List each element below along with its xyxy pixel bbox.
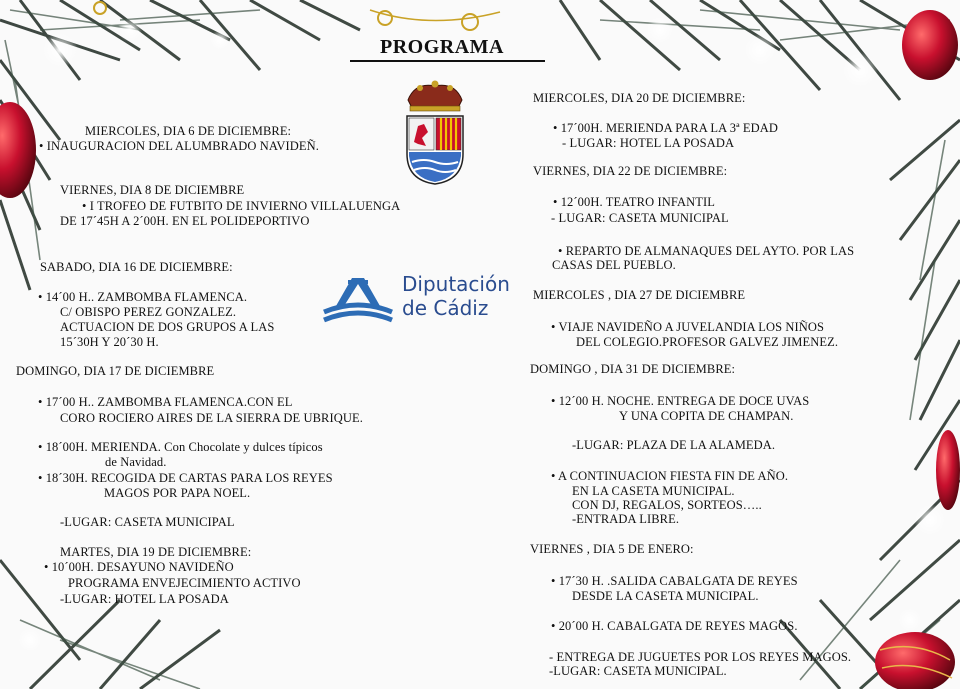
event-line: -ENTRADA LIBRE. xyxy=(572,512,680,526)
event-date-heading: DOMINGO , DIA 31 DE DICIEMBRE: xyxy=(530,362,736,376)
event-line: MAGOS POR PAPA NOEL. xyxy=(104,486,251,500)
event-date-heading: VIERNES, DIA 8 DE DICIEMBRE xyxy=(60,183,245,197)
diputacion-emblem-icon xyxy=(322,272,394,328)
event-line: DESDE LA CASETA MUNICIPAL. xyxy=(572,589,759,603)
event-line: • INAUGURACION DEL ALUMBRADO NAVIDEÑ. xyxy=(39,139,319,153)
event-line: • 17´00 H.. ZAMBOMBA FLAMENCA.CON EL xyxy=(38,395,293,409)
event-location: - LUGAR: CASETA MUNICIPAL xyxy=(551,211,729,225)
event-line: • VIAJE NAVIDEÑO A JUVELANDIA LOS NIÑOS xyxy=(551,320,825,334)
event-line: • REPARTO DE ALMANAQUES DEL AYTO. POR LAS xyxy=(558,244,855,258)
event-line: • 12´00 H. NOCHE. ENTREGA DE DOCE UVAS xyxy=(551,394,810,408)
event-line: • I TROFEO DE FUTBITO DE INVIERNO VILLALUENGA xyxy=(82,199,401,213)
event-line: Y UNA COPITA DE CHAMPAN. xyxy=(619,409,794,423)
event-date-heading: MIERCOLES, DIA 6 DE DICIEMBRE: xyxy=(85,124,292,138)
event-date-heading: MARTES, DIA 19 DE DICIEMBRE: xyxy=(60,545,252,559)
event-line: • 18´30H. RECOGIDA DE CARTAS PARA LOS REYES xyxy=(38,471,333,485)
page-title: PROGRAMA xyxy=(380,36,504,58)
event-location: -LUGAR: CASETA MUNICIPAL. xyxy=(549,664,727,678)
event-line: • 14´00 H.. ZAMBOMBA FLAMENCA. xyxy=(38,290,248,304)
diputacion-name: Diputación xyxy=(402,272,510,296)
event-line: • A CONTINUACION FIESTA FIN DE AÑO. xyxy=(551,469,789,483)
event-line: DE 17´45H A 2´00H. EN EL POLIDEPORTIVO xyxy=(60,214,310,228)
event-line: EN LA CASETA MUNICIPAL. xyxy=(572,484,735,498)
diputacion-province: de Cádiz xyxy=(402,296,489,320)
event-line: 15´30H Y 20´30 H. xyxy=(60,335,159,349)
event-date-heading: VIERNES, DIA 22 DE DICIEMBRE: xyxy=(533,164,728,178)
event-line: de Navidad. xyxy=(105,455,167,469)
event-line: • 10´00H. DESAYUNO NAVIDEÑO xyxy=(44,560,234,574)
event-line: C/ OBISPO PEREZ GONZALEZ. xyxy=(60,305,237,319)
event-line: • 12´00H. TEATRO INFANTIL xyxy=(553,195,715,209)
event-line: CORO ROCIERO AIRES DE LA SIERRA DE UBRIQUE. xyxy=(60,411,363,425)
event-date-heading: DOMINGO, DIA 17 DE DICIEMBRE xyxy=(16,364,215,378)
event-line: - ENTREGA DE JUGUETES POR LOS REYES MAGOS. xyxy=(549,650,852,664)
event-location: -LUGAR: HOTEL LA POSADA xyxy=(60,592,229,606)
coat-of-arms-icon xyxy=(400,80,470,190)
event-line: • 18´00H. MERIENDA. Con Chocolate y dulces típicos xyxy=(38,440,323,454)
event-line: • 17´30 H. .SALIDA CABALGATA DE REYES xyxy=(551,574,798,588)
event-date-heading: MIERCOLES , DIA 27 DE DICIEMBRE xyxy=(533,288,746,302)
event-line: CASAS DEL PUEBLO. xyxy=(552,258,676,272)
event-date-heading: VIERNES , DIA 5 DE ENERO: xyxy=(530,542,694,556)
event-location: - LUGAR: HOTEL LA POSADA xyxy=(562,136,735,150)
event-line: CON DJ, REGALOS, SORTEOS….. xyxy=(572,498,762,512)
event-line: PROGRAMA ENVEJECIMIENTO ACTIVO xyxy=(68,576,301,590)
event-line: • 17´00H. MERIENDA PARA LA 3ª EDAD xyxy=(553,121,779,135)
event-date-heading: SABADO, DIA 16 DE DICIEMBRE: xyxy=(40,260,233,274)
event-line: • 20´00 H. CABALGATA DE REYES MAGOS. xyxy=(551,619,798,633)
event-line: ACTUACION DE DOS GRUPOS A LAS xyxy=(60,320,275,334)
title-underline xyxy=(350,60,545,62)
event-date-heading: MIERCOLES, DIA 20 DE DICIEMBRE: xyxy=(533,91,746,105)
event-location: -LUGAR: PLAZA DE LA ALAMEDA. xyxy=(572,438,776,452)
event-location: -LUGAR: CASETA MUNICIPAL xyxy=(60,515,235,529)
event-line: DEL COLEGIO.PROFESOR GALVEZ JIMENEZ. xyxy=(576,335,839,349)
diputacion-logo xyxy=(322,268,522,328)
